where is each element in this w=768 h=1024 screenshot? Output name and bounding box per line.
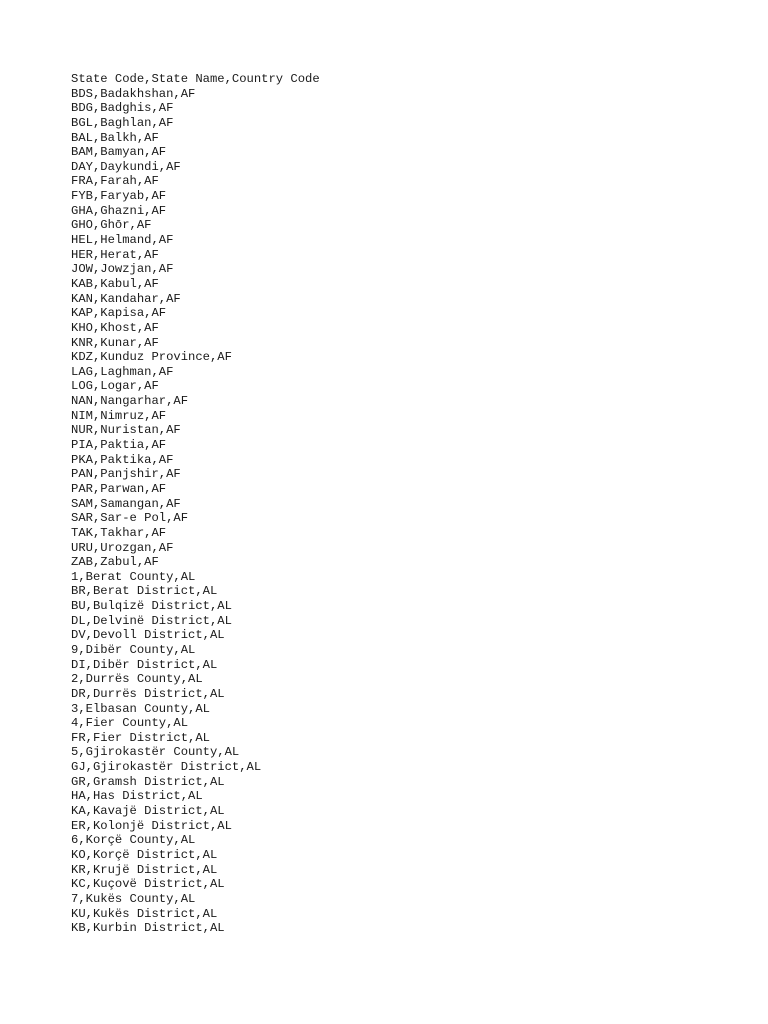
csv-data-line: GHO,Ghōr,AF: [71, 218, 152, 233]
csv-data-line: KAN,Kandahar,AF: [71, 291, 181, 306]
csv-data-line: KNR,Kunar,AF: [71, 335, 159, 350]
csv-data-line: BAM,Bamyan,AF: [71, 145, 167, 160]
csv-data-line: BDS,Badakhshan,AF: [71, 86, 196, 101]
csv-data-line: JOW,Jowzjan,AF: [71, 262, 174, 277]
csv-data-line: 4,Fier County,AL: [71, 716, 189, 731]
csv-data-line: DR,Durrës District,AL: [71, 686, 225, 701]
csv-data-line: HEL,Helmand,AF: [71, 233, 174, 248]
csv-data-line: LOG,Logar,AF: [71, 379, 159, 394]
csv-data-line: KR,Krujë District,AL: [71, 862, 218, 877]
csv-data-line: KC,Kuçovë District,AL: [71, 877, 225, 892]
csv-data-line: ZAB,Zabul,AF: [71, 555, 159, 570]
csv-data-line: FYB,Faryab,AF: [71, 189, 167, 204]
csv-data-line: 3,Elbasan County,AL: [71, 701, 210, 716]
csv-data-line: GHA,Ghazni,AF: [71, 203, 167, 218]
csv-data-line: URU,Urozgan,AF: [71, 540, 174, 555]
csv-data-line: 9,Dibër County,AL: [71, 642, 196, 657]
csv-data-line: KHO,Khost,AF: [71, 320, 159, 335]
csv-data-line: KDZ,Kunduz Province,AF: [71, 350, 232, 365]
csv-data-line: DL,Delvinë District,AL: [71, 613, 232, 628]
csv-data-line: GJ,Gjirokastër District,AL: [71, 760, 262, 775]
csv-data-line: KAP,Kapisa,AF: [71, 306, 167, 321]
csv-data-line: HA,Has District,AL: [71, 789, 203, 804]
csv-data-line: PKA,Paktika,AF: [71, 452, 174, 467]
csv-data-line: PAN,Panjshir,AF: [71, 467, 181, 482]
csv-data-line: GR,Gramsh District,AL: [71, 774, 225, 789]
csv-data-line: DAY,Daykundi,AF: [71, 159, 181, 174]
csv-data-line: LAG,Laghman,AF: [71, 364, 174, 379]
csv-data-line: SAR,Sar-e Pol,AF: [71, 511, 189, 526]
csv-header-line: State Code,State Name,Country Code: [71, 72, 320, 86]
csv-data-line: DV,Devoll District,AL: [71, 628, 225, 643]
csv-data-line: 2,Durrës County,AL: [71, 672, 203, 687]
csv-data-line: KB,Kurbin District,AL: [71, 921, 225, 936]
csv-data-line: KAB,Kabul,AF: [71, 276, 159, 291]
csv-data-line: HER,Herat,AF: [71, 247, 159, 262]
csv-data-line: 1,Berat County,AL: [71, 569, 196, 584]
csv-data-line: NUR,Nuristan,AF: [71, 423, 181, 438]
csv-data-line: BAL,Balkh,AF: [71, 130, 159, 145]
csv-data-line: 6,Korçë County,AL: [71, 833, 196, 848]
csv-data-line: 7,Kukës County,AL: [71, 891, 196, 906]
csv-data-line: KO,Korçë District,AL: [71, 847, 218, 862]
csv-data-line: SAM,Samangan,AF: [71, 496, 181, 511]
csv-data-line: BU,Bulqizë District,AL: [71, 599, 232, 614]
csv-data-line: ER,Kolonjë District,AL: [71, 818, 232, 833]
csv-data-line: NIM,Nimruz,AF: [71, 408, 167, 423]
csv-data-line: PAR,Parwan,AF: [71, 481, 167, 496]
csv-data-line: TAK,Takhar,AF: [71, 525, 167, 540]
csv-data-line: DI,Dibër District,AL: [71, 657, 218, 672]
csv-data-line: BGL,Baghlan,AF: [71, 115, 174, 130]
csv-data-line: 5,Gjirokastër County,AL: [71, 745, 240, 760]
csv-data-line: NAN,Nangarhar,AF: [71, 394, 189, 409]
csv-data-line: KU,Kukës District,AL: [71, 906, 218, 921]
csv-data-line: PIA,Paktia,AF: [71, 438, 167, 453]
csv-text-block: [71, 72, 320, 936]
csv-data-line: FRA,Farah,AF: [71, 174, 159, 189]
csv-data-line: BR,Berat District,AL: [71, 584, 218, 599]
csv-data-line: FR,Fier District,AL: [71, 730, 210, 745]
csv-data-line: KA,Kavajë District,AL: [71, 804, 225, 819]
csv-data-line: BDG,Badghis,AF: [71, 101, 174, 116]
